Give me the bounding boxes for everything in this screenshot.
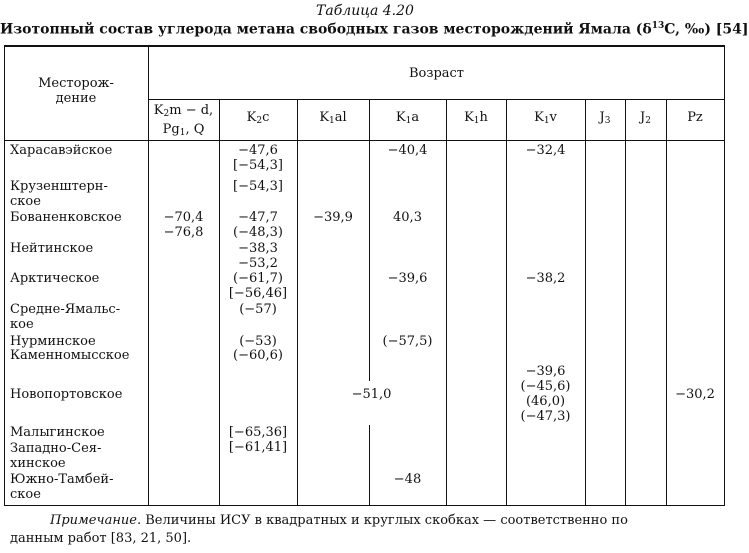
- table-right-border: [724, 45, 725, 506]
- field-name-kamennomys: Каменномысское: [10, 348, 130, 363]
- field-name-novoport: Новопортовское: [10, 387, 123, 402]
- field-name-malygin: Малыгинское: [10, 425, 105, 440]
- note-label: Примечание.: [50, 513, 142, 528]
- table-title: Изотопный состав углерода метана свободных газов месторождений Ямала ($\delta^{13}C$, ‰) [54]: [0, 21, 749, 38]
- table-cell: −39,6: [387, 271, 428, 286]
- col-divider-k1a-lower: [369, 425, 370, 506]
- table-cell: −70,4 −76,8: [163, 210, 204, 240]
- table-cell: −47,7 (−48,3): [233, 210, 283, 240]
- table-caption: Таблица 4.20: [316, 3, 414, 19]
- table-top-rule: [4, 45, 725, 47]
- header-col-k1al: $K_1al$: [319, 110, 347, 126]
- field-name-harasavey: Харасавэйское: [10, 143, 113, 158]
- table-cell: [−54,3]: [233, 179, 283, 194]
- header-col-k1a: $K_1a$: [395, 110, 420, 126]
- header-col-pz: Pz: [687, 110, 703, 125]
- table-cell: (−60,6): [233, 348, 283, 363]
- field-name-neytin: Нейтинское: [10, 241, 94, 256]
- table-cell: −32,4: [525, 143, 566, 158]
- header-col-j2: $J_2$: [640, 110, 651, 126]
- header-bottom-rule: [4, 140, 725, 141]
- table-cell: (−57,5): [382, 334, 433, 349]
- col-divider-k1al: [297, 99, 298, 506]
- table-cell: 40,3: [393, 210, 422, 225]
- header-col-k1h: $K_1h$: [464, 110, 488, 126]
- header-col-j3: $J_3$: [599, 110, 611, 126]
- header-age: Возраст: [408, 66, 464, 81]
- field-name-sredne-yamal: Средне-Ямальс- кое: [10, 302, 121, 332]
- table-cell-merged: −51,0: [351, 387, 392, 402]
- header-col-k1v: $K_1v$: [534, 110, 557, 126]
- col-divider-j2: [625, 99, 626, 506]
- table-cell: −30,2: [675, 387, 715, 402]
- table-cell: −40,4: [387, 143, 428, 158]
- field-name-zapadno-seyakh: Западно-Сея- хинское: [10, 441, 102, 471]
- table-bottom-rule: [4, 505, 725, 506]
- field-name-arktich: Арктическое: [10, 271, 100, 286]
- header-col-k2m-d: $K_2m - d$, $Pg_1$, Q: [153, 103, 214, 138]
- table-cell: −38,2: [525, 271, 566, 286]
- table-cell: −39,6 (−45,6) (46,0) (−47,3): [520, 364, 571, 424]
- field-name-kruzenshtern: Крузенштерн- ское: [10, 179, 108, 209]
- col-divider-k1h: [446, 99, 447, 506]
- header-field: Месторож- дение: [38, 76, 114, 106]
- field-name-bovanenkov: Бованенковское: [10, 210, 122, 225]
- table-cell: [−65,36] [−61,41]: [228, 425, 288, 455]
- col-divider-j3: [585, 99, 586, 506]
- col-divider-k1v: [506, 99, 507, 506]
- table-cell: −39,9: [313, 210, 353, 225]
- age-header-rule: [148, 99, 725, 100]
- table-left-border: [4, 45, 5, 506]
- field-name-nurmin: Нурминское: [10, 334, 96, 349]
- table-cell: −38,3 −53,2: [238, 241, 278, 271]
- table-note: Примечание. Величины ИСУ в квадратных и круглых скобках — соответственно по данным работ [83, 21, 50].: [10, 513, 628, 546]
- field-name-yuzhno-tambey: Южно-Тамбей- ское: [10, 472, 114, 502]
- header-col-k2c: $K_2c$: [246, 110, 270, 126]
- table-cell: −47,6 [−54,3]: [233, 143, 283, 173]
- table-cell: (−57): [239, 302, 277, 317]
- table-cell: −48: [393, 472, 422, 487]
- table-cell: (−61,7) [−56,46]: [228, 271, 288, 301]
- col-divider-pz: [666, 99, 667, 506]
- table-cell: (−53): [239, 334, 277, 349]
